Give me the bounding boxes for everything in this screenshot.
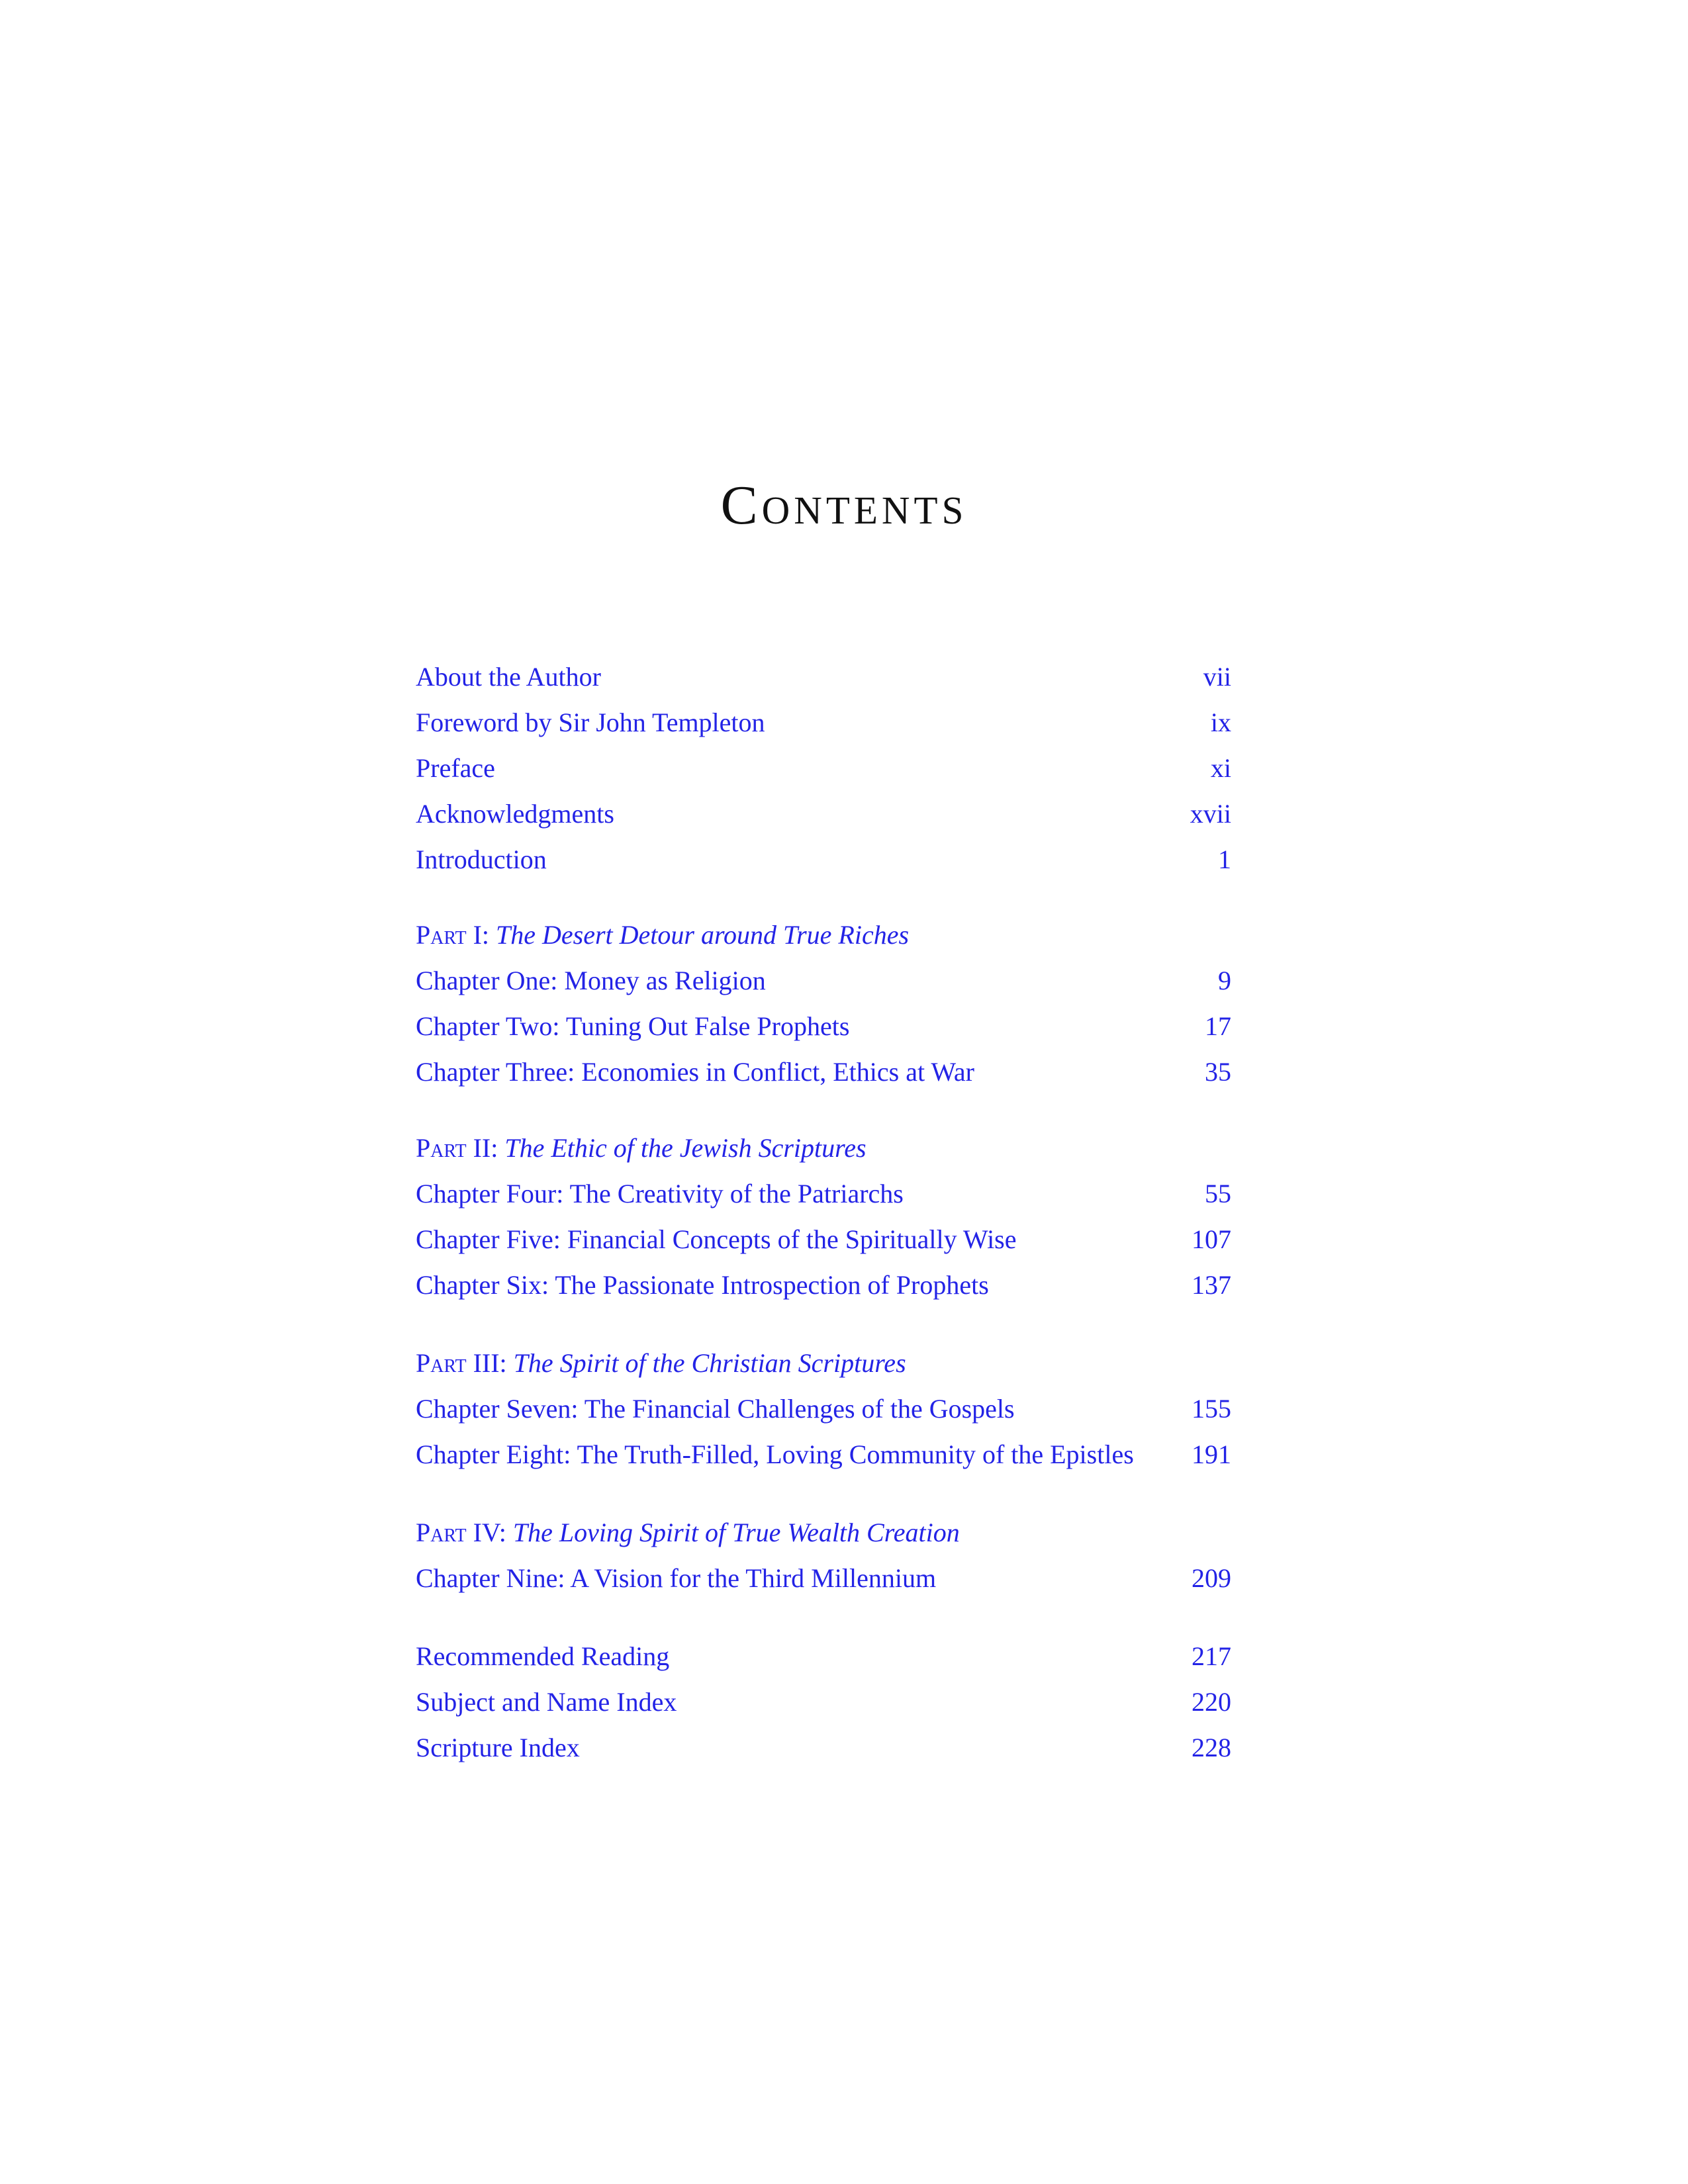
toc-entry-preface[interactable] (416, 750, 1231, 787)
part-title: The Spirit of the Christian Scriptures (513, 1348, 906, 1378)
toc-entry-page[interactable]: 191 (1192, 1439, 1231, 1469)
toc-entry-label[interactable]: Chapter One: Money as Religion (416, 966, 766, 995)
toc-entry-chapter-one[interactable] (416, 962, 1231, 999)
toc-entry-chapter-two[interactable] (416, 1008, 1231, 1045)
toc-entry-about-the-author[interactable] (416, 659, 1231, 696)
toc-entry-page[interactable]: 228 (1192, 1733, 1231, 1762)
toc-entry-page[interactable]: 217 (1192, 1641, 1231, 1671)
toc-entry-foreword[interactable] (416, 704, 1231, 741)
page-title: Contents (720, 475, 968, 536)
toc-part-heading-2[interactable] (416, 1130, 1231, 1167)
toc-entry-acknowledgments[interactable] (416, 796, 1231, 833)
toc-entry-label[interactable]: Chapter Eight: The Truth-Filled, Loving Community of the Epistles (416, 1439, 1134, 1469)
part-heading-text[interactable] (416, 1514, 960, 1551)
toc-entry-page[interactable]: 137 (1192, 1270, 1231, 1300)
part-prefix: Part I: (416, 920, 489, 950)
toc-entry-page[interactable]: 35 (1205, 1057, 1231, 1087)
toc-entry-page[interactable]: 220 (1192, 1687, 1231, 1717)
toc-entry-label[interactable]: About the Author (416, 662, 601, 692)
toc-entry-page[interactable]: 55 (1205, 1179, 1231, 1208)
toc-entry-label[interactable]: Recommended Reading (416, 1641, 670, 1671)
part-title: The Loving Spirit of True Wealth Creation (512, 1518, 960, 1547)
toc-entry-chapter-five[interactable] (416, 1221, 1231, 1258)
part-prefix: Part IV: (416, 1518, 506, 1547)
toc-entry-label[interactable]: Subject and Name Index (416, 1687, 677, 1717)
toc-entry-label[interactable]: Introduction (416, 844, 547, 874)
part-prefix: Part III: (416, 1348, 507, 1378)
toc-entry-page[interactable]: xi (1210, 753, 1231, 783)
part-heading-text[interactable] (416, 1345, 906, 1382)
toc-entry-chapter-nine[interactable] (416, 1560, 1231, 1597)
toc-entry-page[interactable]: 9 (1218, 966, 1231, 995)
part-title: The Desert Detour around True Riches (496, 920, 910, 950)
toc-entry-chapter-four[interactable] (416, 1175, 1231, 1212)
toc-entry-chapter-three[interactable] (416, 1054, 1231, 1091)
toc-entry-label[interactable]: Acknowledgments (416, 799, 614, 829)
toc-entry-recommended-reading[interactable] (416, 1638, 1231, 1675)
toc-entry-label[interactable]: Chapter Six: The Passionate Introspection of Prophets (416, 1270, 989, 1300)
toc-entry-label[interactable]: Chapter Two: Tuning Out False Prophets (416, 1011, 850, 1041)
toc-entry-page[interactable]: 17 (1205, 1011, 1231, 1041)
toc-entry-page[interactable]: 209 (1192, 1563, 1231, 1593)
toc-entry-introduction[interactable] (416, 841, 1231, 878)
toc-entry-subject-index[interactable] (416, 1684, 1231, 1721)
toc-entry-label[interactable]: Scripture Index (416, 1733, 580, 1762)
toc-entry-label[interactable]: Chapter Nine: A Vision for the Third Millennium (416, 1563, 937, 1593)
toc-part-heading-1[interactable] (416, 917, 1231, 954)
part-heading-text[interactable] (416, 917, 909, 954)
part-heading-text[interactable] (416, 1130, 867, 1167)
part-title: The Ethic of the Jewish Scriptures (504, 1133, 867, 1163)
toc-entry-page[interactable]: 1 (1218, 844, 1231, 874)
toc-entry-label[interactable]: Chapter Five: Financial Concepts of the Spiritually Wise (416, 1224, 1017, 1254)
toc-entry-label[interactable]: Chapter Four: The Creativity of the Patriarchs (416, 1179, 904, 1208)
toc-entry-page[interactable]: 107 (1192, 1224, 1231, 1254)
toc-entry-chapter-eight[interactable] (416, 1436, 1231, 1473)
toc-entry-label[interactable]: Preface (416, 753, 495, 783)
toc-entry-chapter-six[interactable] (416, 1267, 1231, 1304)
toc-entry-chapter-seven[interactable] (416, 1390, 1231, 1428)
toc-entry-page[interactable]: 155 (1192, 1394, 1231, 1424)
toc-entry-label[interactable]: Chapter Seven: The Financial Challenges of the Gospels (416, 1394, 1015, 1424)
toc-entry-page[interactable]: ix (1210, 707, 1231, 737)
toc-entry-label[interactable]: Chapter Three: Economies in Conflict, Ethics at War (416, 1057, 974, 1087)
toc-part-heading-3[interactable] (416, 1345, 1231, 1382)
toc-entry-scripture-index[interactable] (416, 1729, 1231, 1766)
part-prefix: Part II: (416, 1133, 498, 1163)
toc-entry-label[interactable]: Foreword by Sir John Templeton (416, 707, 765, 737)
toc-part-heading-4[interactable] (416, 1514, 1231, 1551)
toc-entry-page[interactable]: vii (1203, 662, 1231, 692)
toc-entry-page[interactable]: xvii (1190, 799, 1231, 829)
